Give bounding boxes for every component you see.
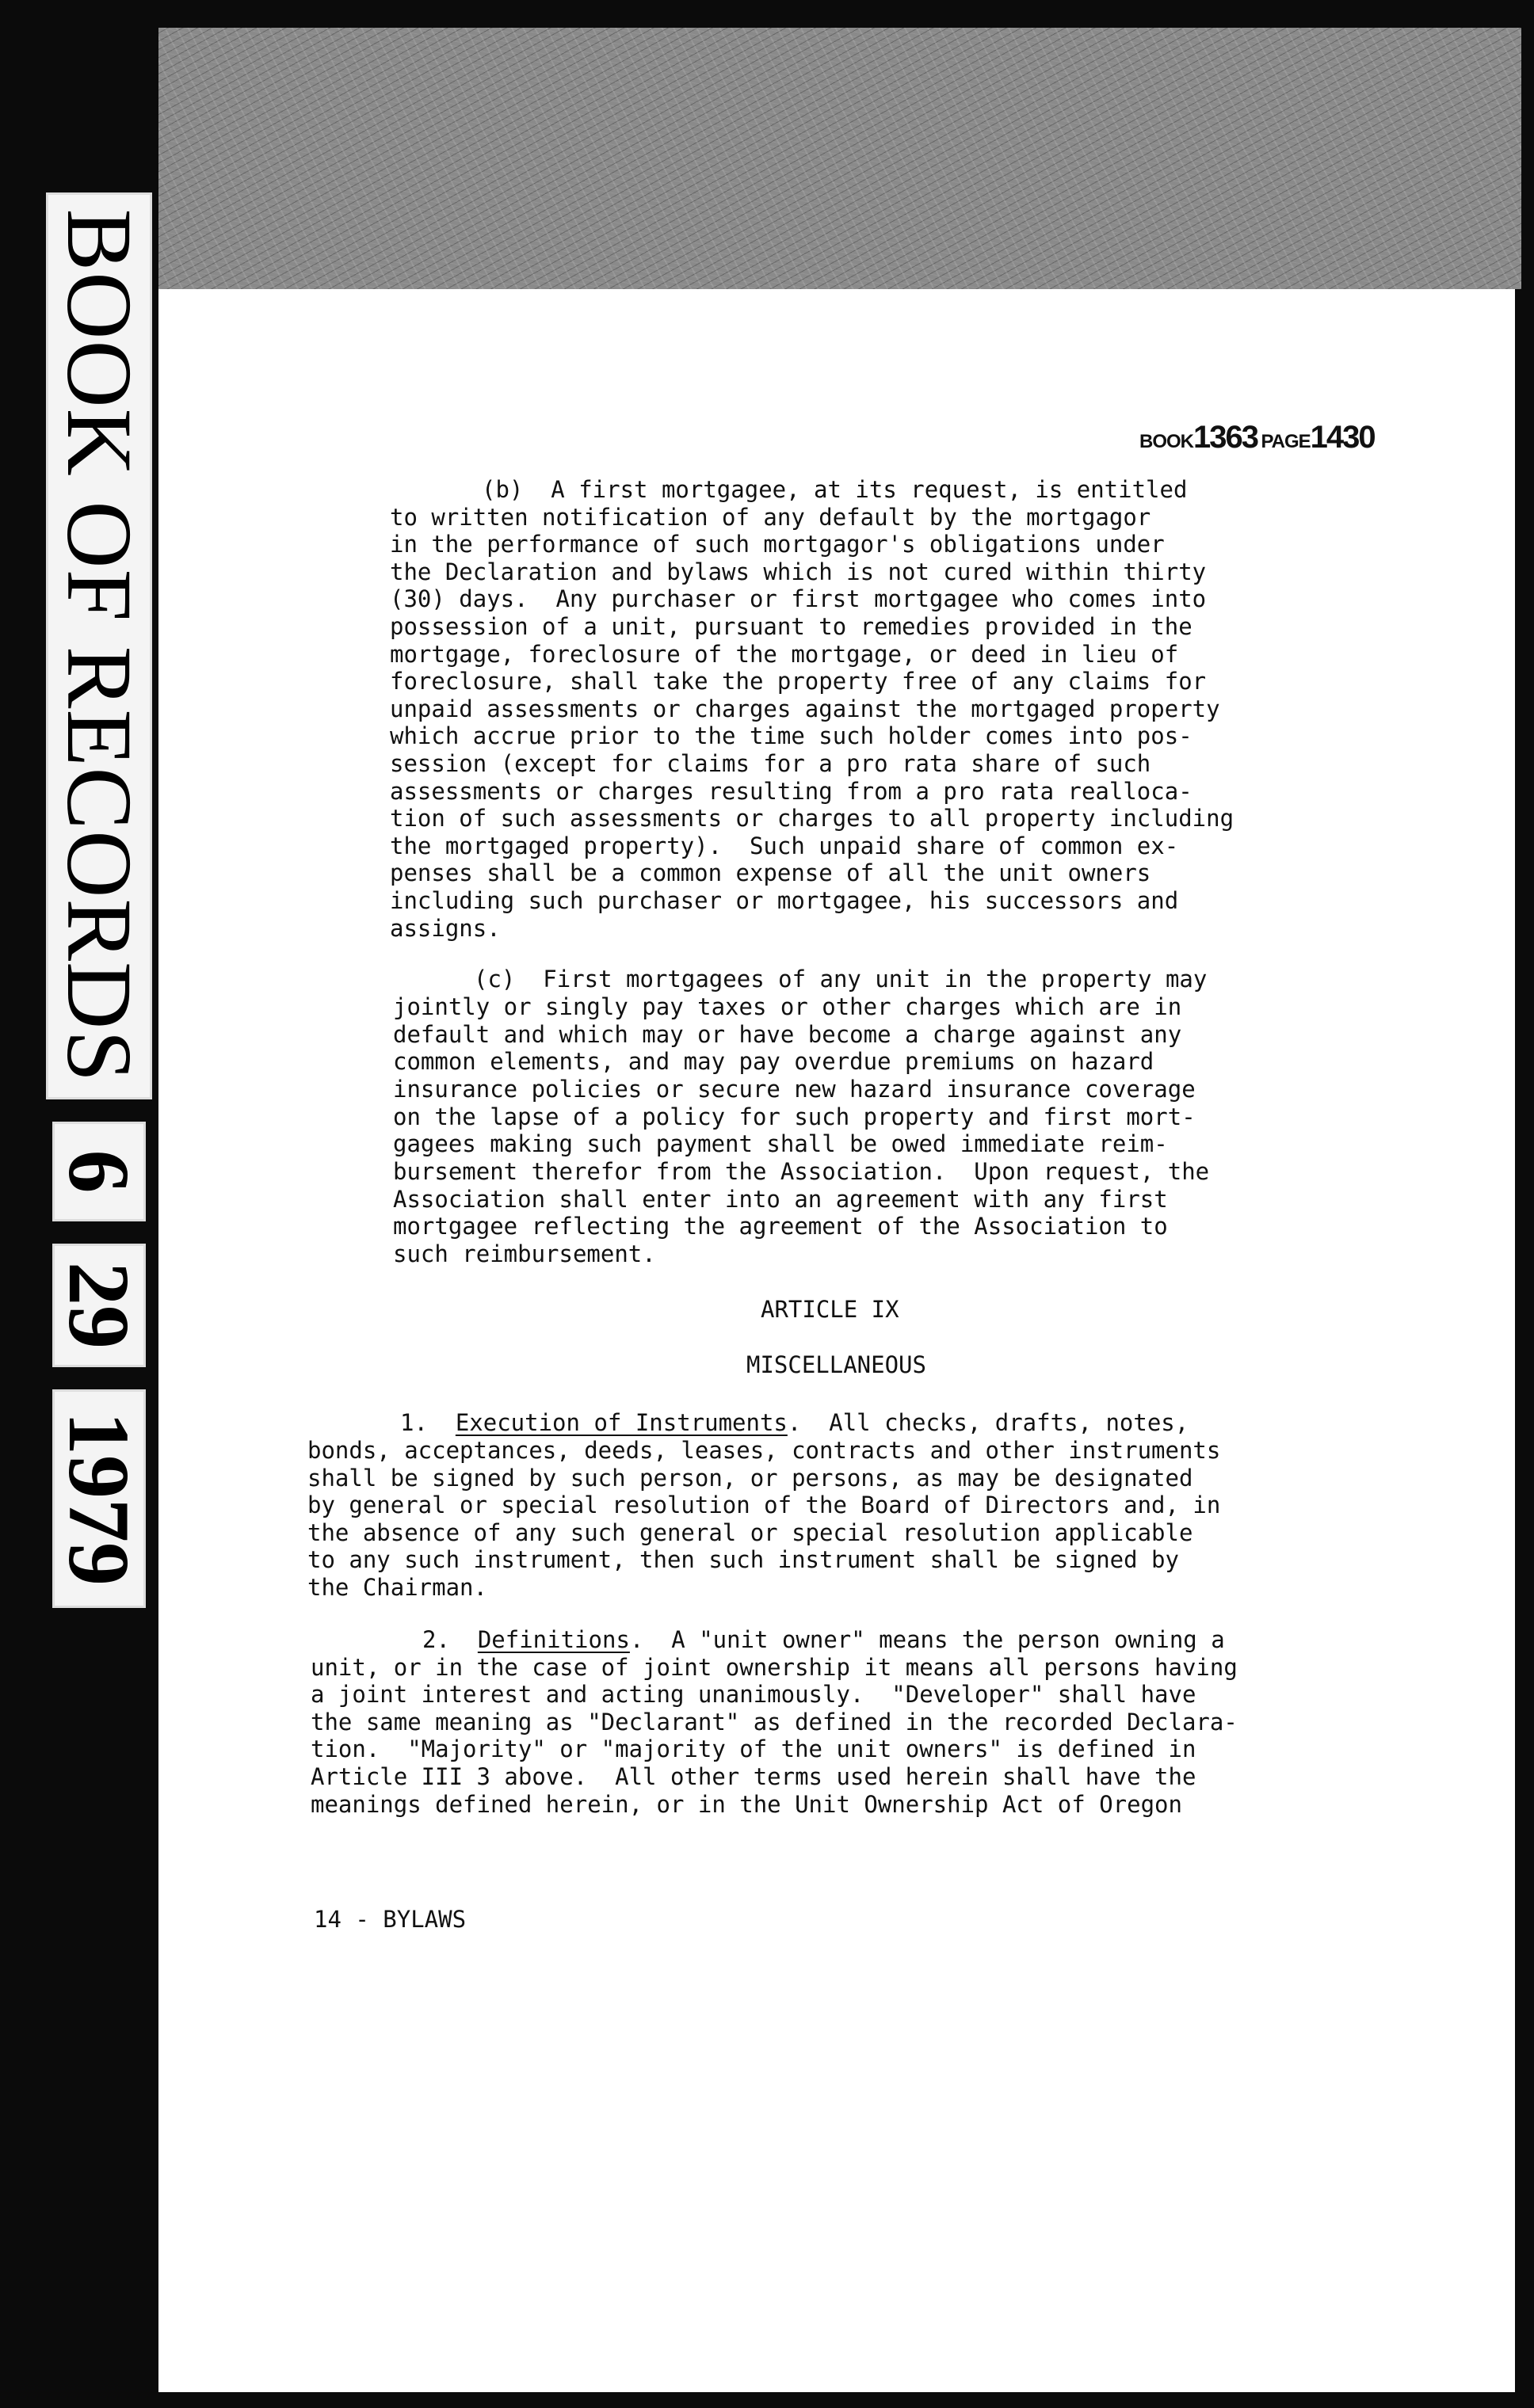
- text-line: which accrue prior to the time such holder comes into pos-: [390, 722, 1192, 749]
- section-1-first-line: [400, 1409, 1189, 1436]
- text-line: by general or special resolution of the Board of Directors and, in: [307, 1492, 1221, 1518]
- text-line: the Chairman.: [307, 1574, 487, 1601]
- text-line: session (except for claims for a pro rata share of such: [390, 750, 1151, 777]
- text-line: the Declaration and bylaws which is not cured within thirty: [390, 558, 1207, 585]
- section-1-heading: Execution of Instruments: [455, 1409, 788, 1436]
- article-number: ARTICLE IX: [761, 1296, 899, 1323]
- article-title: MISCELLANEOUS: [746, 1351, 926, 1378]
- text-line: gagees making such payment shall be owed immediate reim-: [393, 1130, 1168, 1157]
- book-spine: [44, 79, 155, 1608]
- scan-noise-band: [158, 28, 1521, 289]
- spine-year: 1979: [52, 1389, 146, 1608]
- text-line: Association shall enter into an agreement with any first: [393, 1186, 1168, 1213]
- text-line: (b) A first mortgagee, at its request, is entitled: [482, 476, 1188, 503]
- text-line: (c) First mortgagees of any unit in the property may: [474, 966, 1208, 993]
- text-line: (30) days. Any purchaser or first mortgagee who comes into: [390, 585, 1207, 612]
- text-line: on the lapse of a policy for such property and first mort-: [393, 1103, 1196, 1130]
- text-line: to written notification of any default by the mortgagor: [390, 504, 1151, 531]
- stamp-book-label: BOOK: [1139, 431, 1193, 452]
- stamp-book-number: 1363: [1193, 420, 1257, 455]
- text-line: the mortgaged property). Such unpaid share of common ex-: [390, 833, 1179, 859]
- spine-title: BOOK OF RECORDS: [46, 192, 152, 1099]
- section-1-number: 1.: [400, 1409, 428, 1436]
- text-line: in the performance of such mortgagor's obligations under: [390, 531, 1165, 558]
- text-line: such reimbursement.: [393, 1240, 656, 1267]
- book-page-stamp: [1139, 420, 1375, 455]
- text-line: penses shall be a common expense of all the unit owners: [390, 859, 1151, 886]
- text-line: mortgage, foreclosure of the mortgage, or deed in lieu of: [390, 641, 1179, 668]
- text-line: a joint interest and acting unanimously. "Developer" shall have: [311, 1681, 1196, 1708]
- text-line: assigns.: [390, 915, 501, 942]
- text-line: unpaid assessments or charges against the mortgaged property: [390, 695, 1220, 722]
- spine-day: 29: [52, 1244, 146, 1367]
- section-2-heading: Definitions: [477, 1626, 630, 1653]
- text-line: jointly or singly pay taxes or other charges which are in: [393, 993, 1182, 1020]
- text-line: shall be signed by such person, or persons, as may be designated: [307, 1465, 1193, 1492]
- text-line: mortgagee reflecting the agreement of the Association to: [393, 1213, 1168, 1240]
- text-line: Article III 3 above. All other terms used herein shall have the: [311, 1763, 1196, 1790]
- text-line: bonds, acceptances, deeds, leases, contracts and other instruments: [307, 1437, 1221, 1464]
- stamp-page-number: 1430: [1310, 420, 1375, 455]
- text-line: unit, or in the case of joint ownership it means all persons having: [311, 1654, 1238, 1681]
- section-2-intro: . A "unit owner" means the person owning a: [629, 1626, 1225, 1653]
- text-line: common elements, and may pay overdue premiums on hazard: [393, 1048, 1154, 1075]
- text-line: bursement therefor from the Association. Upon request, the: [393, 1158, 1210, 1185]
- text-line: meanings defined herein, or in the Unit Ownership Act of Oregon: [311, 1791, 1182, 1818]
- text-line: possession of a unit, pursuant to remedies provided in the: [390, 613, 1192, 640]
- section-2-number: 2.: [422, 1626, 450, 1653]
- text-line: to any such instrument, then such instrument shall be signed by: [307, 1546, 1179, 1573]
- text-line: assessments or charges resulting from a pro rata realloca-: [390, 778, 1192, 805]
- text-line: tion of such assessments or charges to all property including: [390, 805, 1234, 832]
- section-2-first-line: [422, 1626, 1225, 1653]
- text-line: the absence of any such general or special resolution applicable: [307, 1519, 1193, 1546]
- spine-month: 6: [52, 1122, 146, 1221]
- text-line: including such purchaser or mortgagee, his successors and: [390, 887, 1179, 914]
- stamp-page-label: PAGE: [1261, 431, 1311, 452]
- text-line: default and which may or have become a charge against any: [393, 1021, 1182, 1048]
- text-line: tion. "Majority" or "majority of the unit owners" is defined in: [311, 1736, 1196, 1762]
- text-line: foreclosure, shall take the property free of any claims for: [390, 668, 1207, 695]
- page-footer: 14 - BYLAWS: [314, 1906, 467, 1933]
- text-line: insurance policies or secure new hazard insurance coverage: [393, 1076, 1196, 1103]
- text-line: the same meaning as "Declarant" as defined in the recorded Declara-: [311, 1709, 1238, 1736]
- section-1-intro: . All checks, drafts, notes,: [787, 1409, 1189, 1436]
